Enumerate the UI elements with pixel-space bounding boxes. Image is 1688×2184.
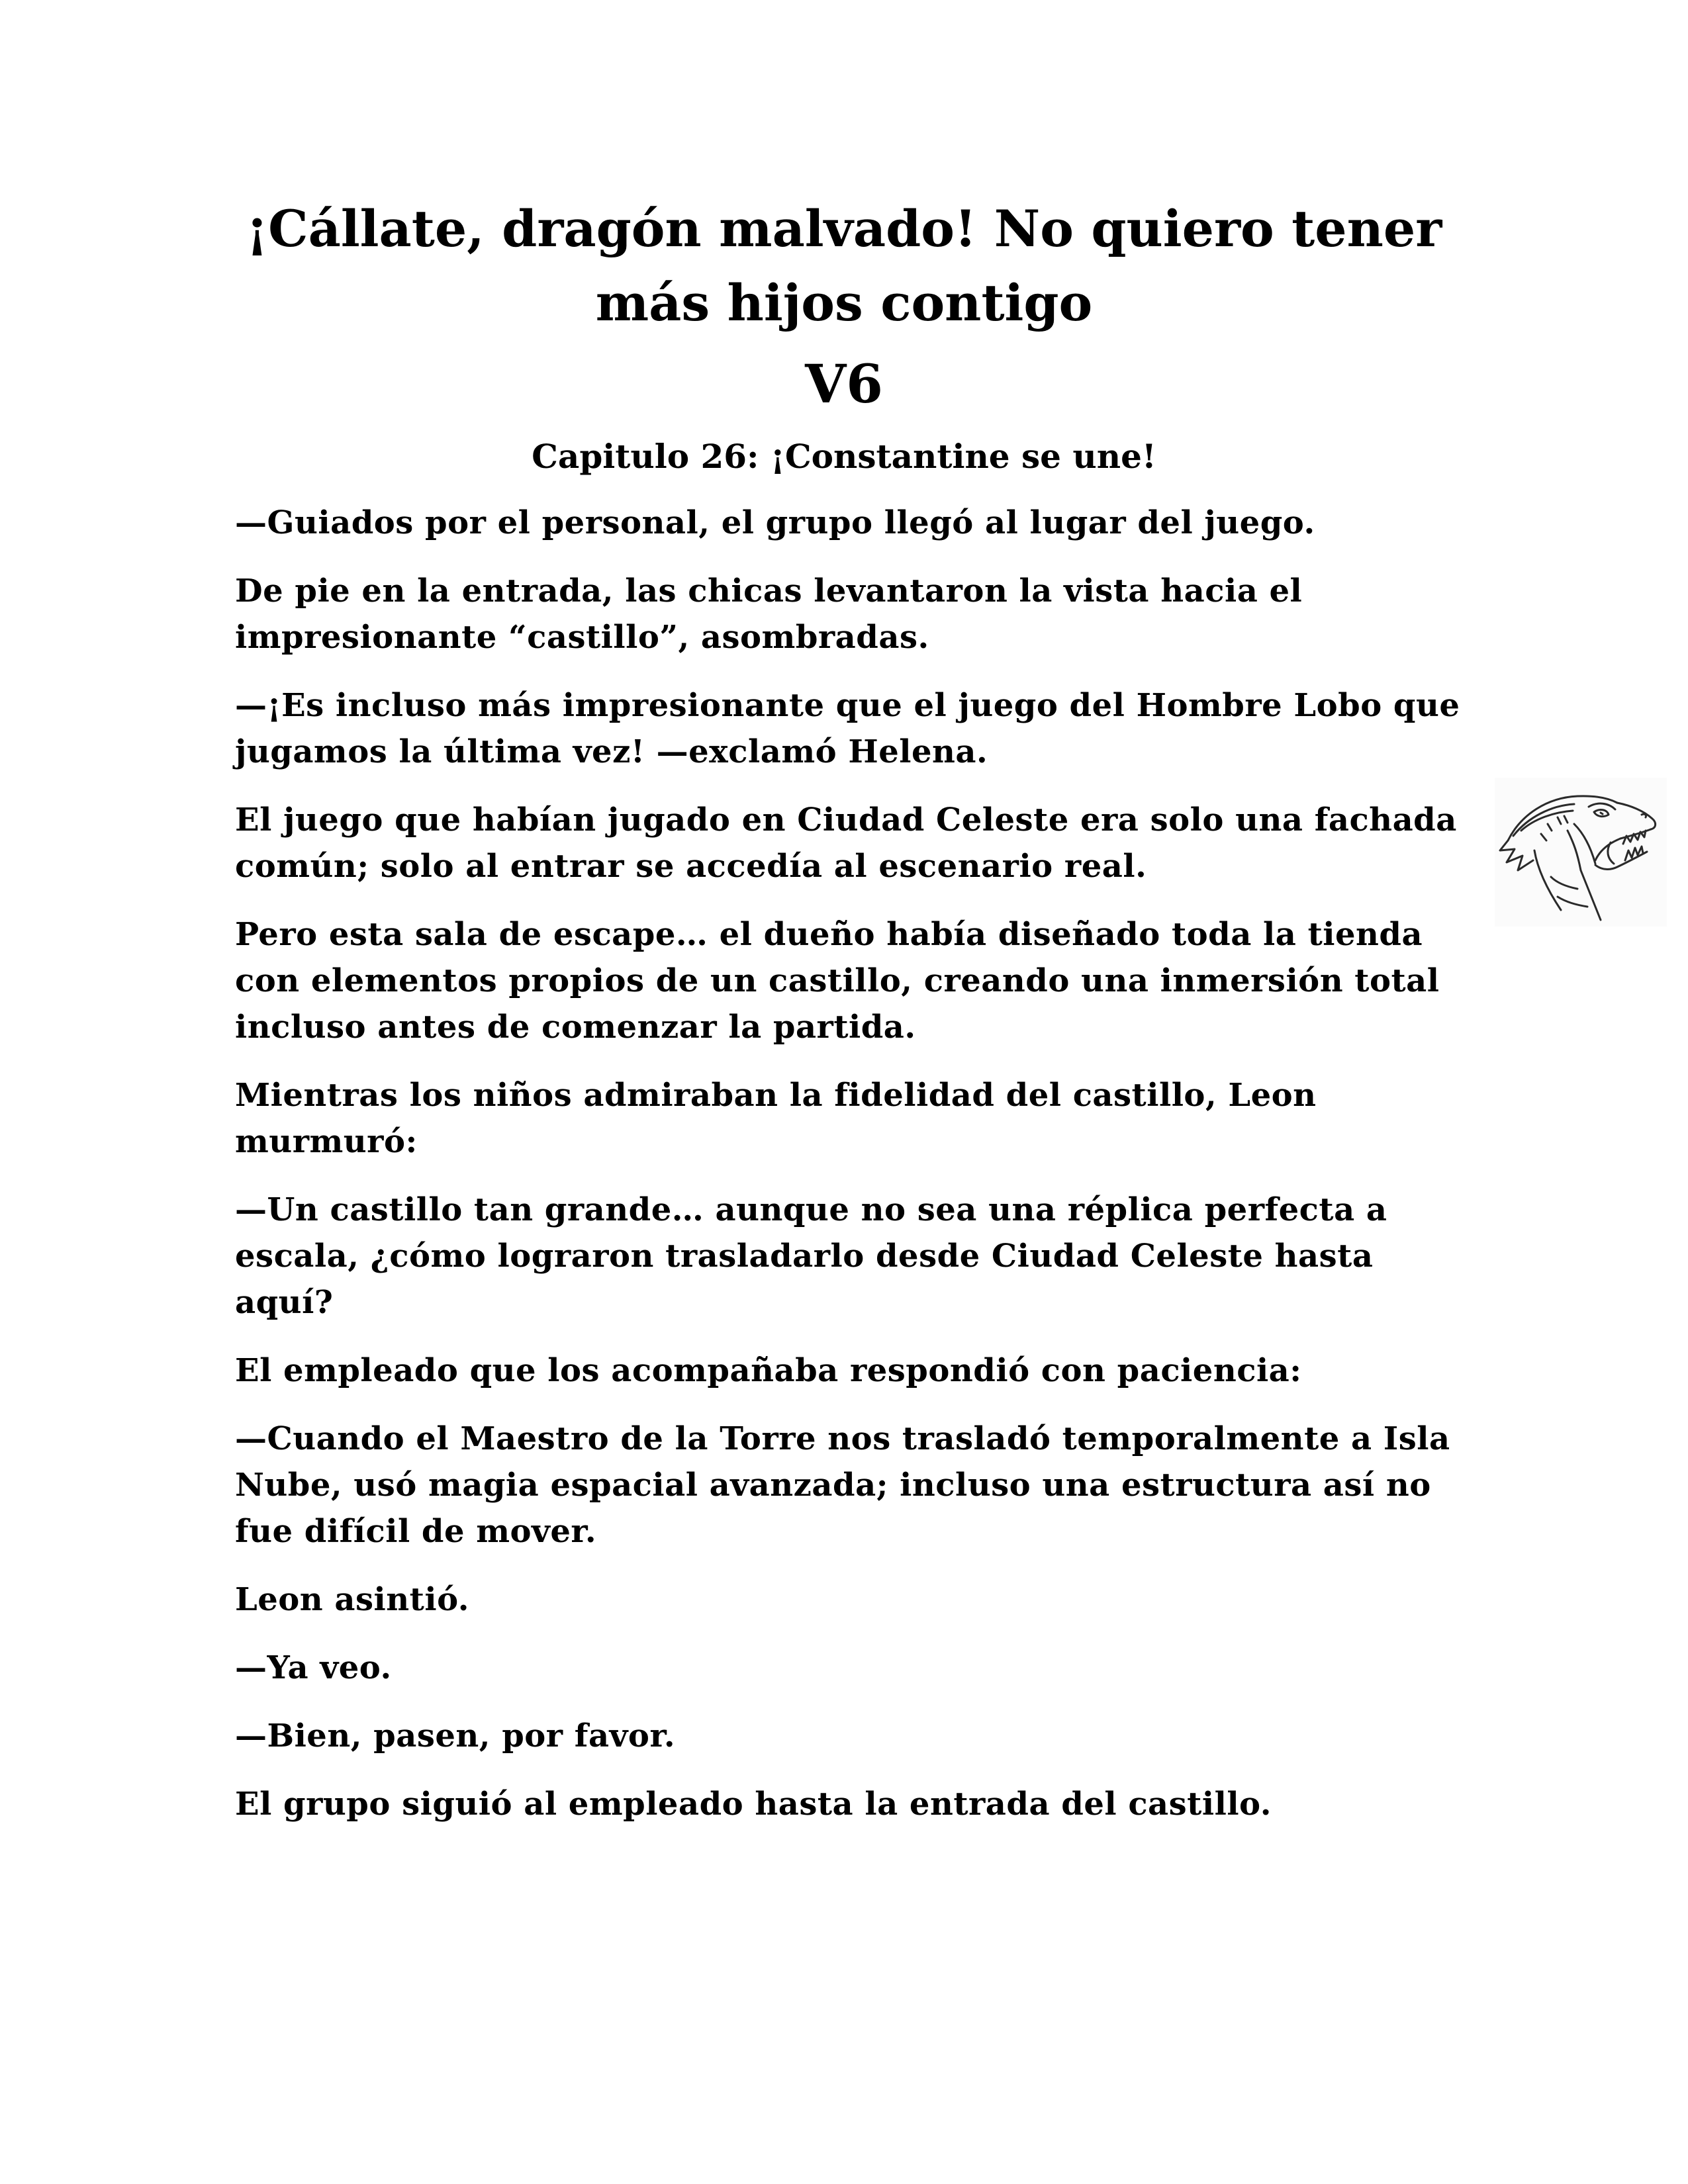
paragraph: El juego que habían jugado en Ciudad Celeste era solo una fachada común; solo al entrar se accedía al escenario real. xyxy=(235,801,1457,885)
paragraph: De pie en la entrada, las chicas levantaron la vista hacia el impresionante “castillo”, asombradas. xyxy=(235,572,1303,656)
paragraph: —Cuando el Maestro de la Torre nos trasladó temporalmente a Isla Nube, usó magia espacial avanzada; incluso una estructura así no fue difícil de mover. xyxy=(235,1420,1450,1550)
paragraph: —Un castillo tan grande… aunque no sea una réplica perfecta a escala, ¿cómo lograron trasladarlo desde Ciudad Celeste hasta aquí? xyxy=(235,1191,1387,1321)
chapter-body xyxy=(235,500,1466,1849)
paragraph: Mientras los niños admiraban la fidelidad del castillo, Leon murmuró: xyxy=(235,1077,1317,1160)
paragraph: Leon asintió. xyxy=(235,1581,469,1618)
book-title: ¡Cállate, dragón malvado! No quiero tener más hijos contigo xyxy=(246,199,1442,332)
paragraph: —Ya veo. xyxy=(235,1649,392,1686)
volume-label: V6 xyxy=(805,353,883,415)
paragraph: —¡Es incluso más impresionante que el juego del Hombre Lobo que jugamos la última vez! —exclamó Helena. xyxy=(235,687,1460,770)
paragraph: El empleado que los acompañaba respondió con paciencia: xyxy=(235,1352,1302,1389)
paragraph: —Bien, pasen, por favor. xyxy=(235,1717,676,1754)
paragraph: Pero esta sala de escape… el dueño había diseñado toda la tienda con elementos propios de un castillo, creando una inmersión total incluso antes de comenzar la partida. xyxy=(235,916,1440,1046)
paragraph: El grupo siguió al empleado hasta la entrada del castillo. xyxy=(235,1786,1272,1823)
dragon-head-sketch-icon xyxy=(1495,778,1667,927)
paragraph: —Guiados por el personal, el grupo llegó al lugar del juego. xyxy=(235,504,1315,541)
chapter-heading: Capitulo 26: ¡Constantine se une! xyxy=(532,437,1156,476)
